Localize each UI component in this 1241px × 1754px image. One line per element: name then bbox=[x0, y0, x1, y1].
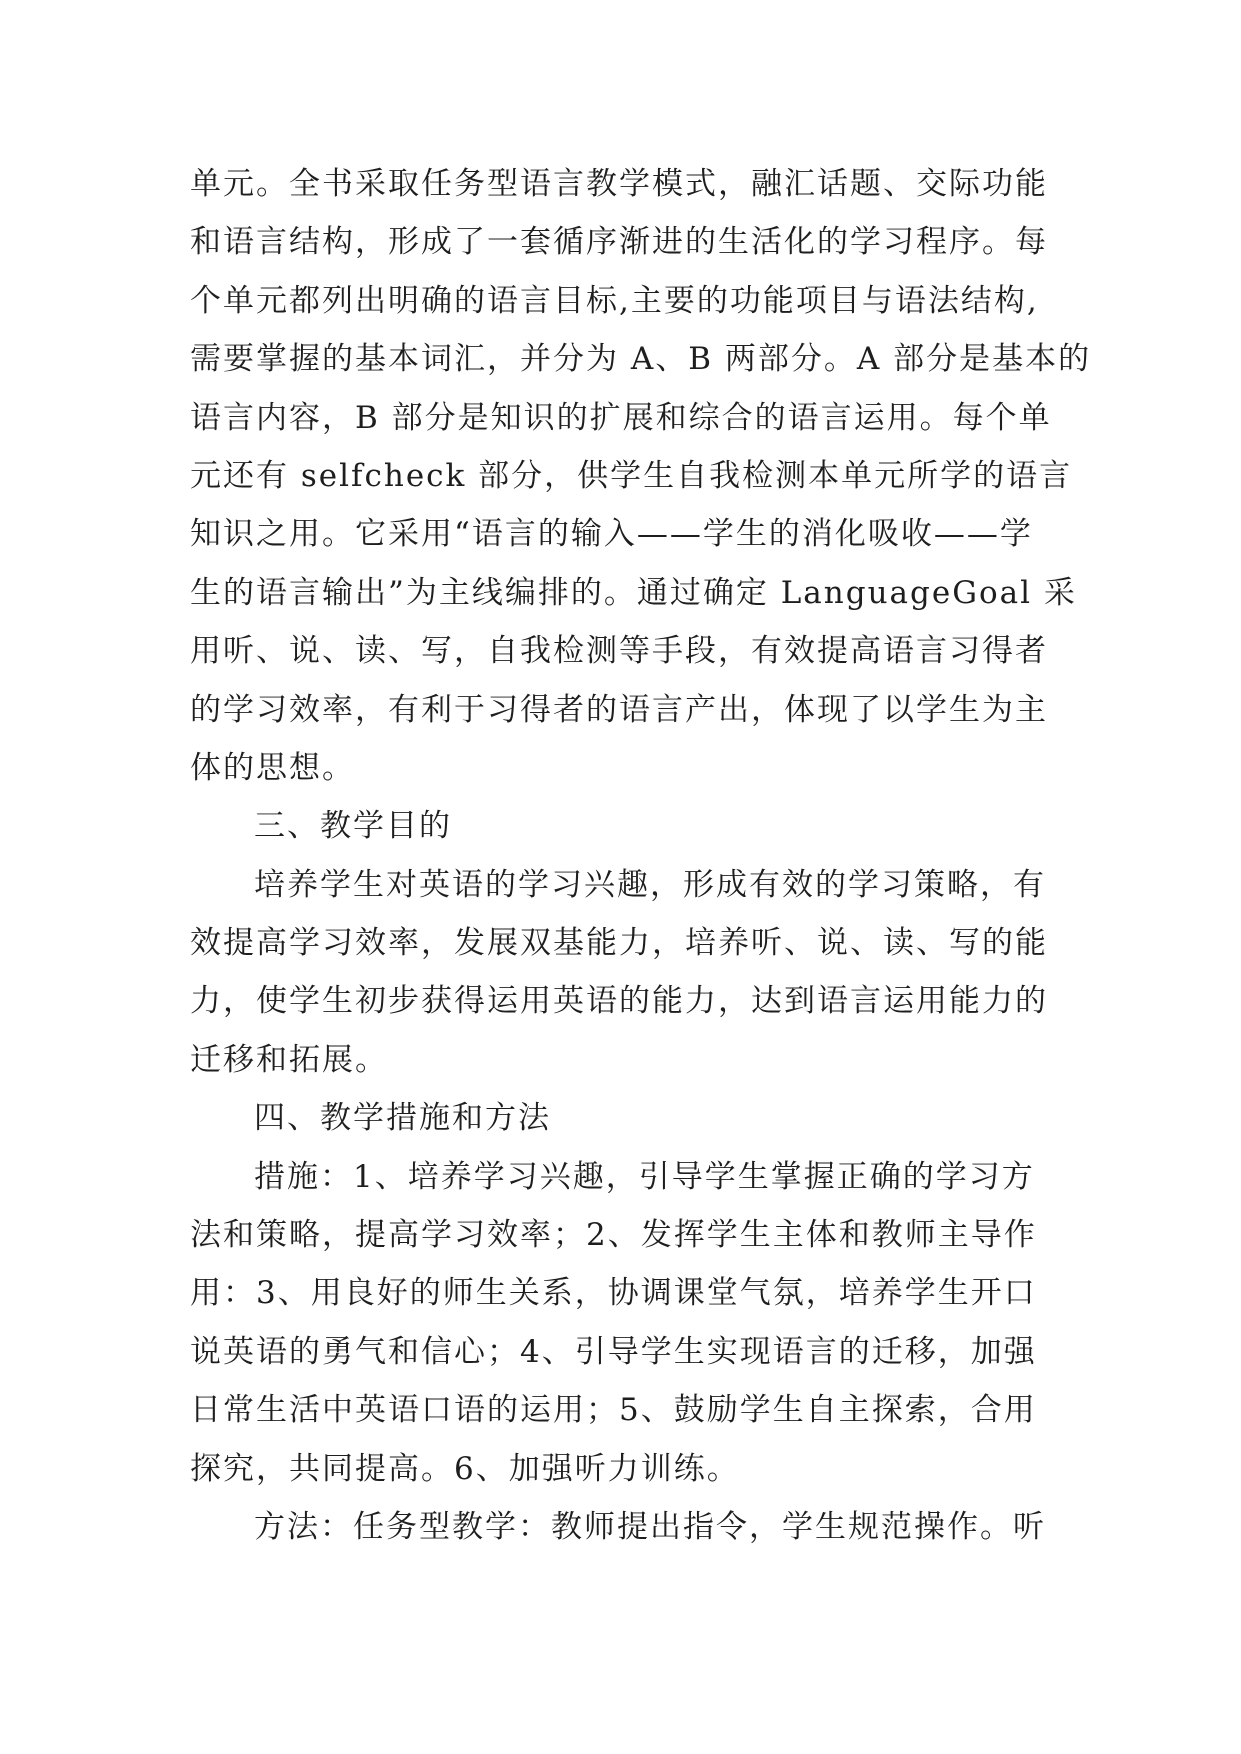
text-line: 语言内容，B 部分是知识的扩展和综合的语言运用。每个单 bbox=[190, 399, 1052, 436]
text-line: 和语言结构，形成了一套循序渐进的生活化的学习程序。每 bbox=[190, 224, 1048, 261]
text-line: 需要掌握的基本词汇，并分为 A、B 两部分。A 部分是基本的 bbox=[190, 341, 1092, 378]
text-line: 日常生活中英语口语的运用；5、鼓励学生自主探索，合用 bbox=[190, 1392, 1037, 1429]
text-line: 的学习效率，有利于习得者的语言产出，体现了以学生为主 bbox=[190, 691, 1048, 728]
text-line: 用：3、用良好的师生关系，协调课堂气氛，培养学生开口 bbox=[190, 1275, 1037, 1312]
text-line: 效提高学习效率，发展双基能力，培养听、说、读、写的能 bbox=[190, 925, 1048, 962]
text-line: 单元。全书采取任务型语言教学模式，融汇话题、交际功能 bbox=[190, 166, 1048, 202]
text-line: 法和策略，提高学习效率；2、发挥学生主体和教师主导作 bbox=[190, 1217, 1037, 1254]
text-line: 迁移和拓展。 bbox=[190, 1041, 388, 1078]
text-line: 用听、说、读、写，自我检测等手段，有效提高语言习得者 bbox=[190, 633, 1048, 670]
text-line: 说英语的勇气和信心；4、引导学生实现语言的迁移，加强 bbox=[190, 1333, 1037, 1370]
text-line: 知识之用。它采用“语言的输入——学生的消化吸收——学 bbox=[190, 516, 1033, 553]
paragraph-start-line: 方法：任务型教学：教师提出指令，学生规范操作。听 bbox=[254, 1508, 1046, 1545]
text-line: 力，使学生初步获得运用英语的能力，达到语言运用能力的 bbox=[190, 983, 1048, 1020]
text-line: 个单元都列出明确的语言目标,主要的功能项目与语法结构, bbox=[190, 282, 1039, 319]
paragraph-start-line: 措施：1、培养学习兴趣，引导学生掌握正确的学习方 bbox=[254, 1158, 1035, 1195]
text-line: 体的思想。 bbox=[190, 749, 355, 786]
section-heading: 四、教学措施和方法 bbox=[254, 1100, 551, 1137]
text-line: 生的语言输出”为主线编排的。通过确定 LanguageGoal 采 bbox=[190, 574, 1077, 611]
paragraph-start-line: 培养学生对英语的学习兴趣，形成有效的学习策略，有 bbox=[254, 866, 1046, 903]
section-heading: 三、教学目的 bbox=[254, 808, 452, 845]
document-body bbox=[190, 155, 1092, 1556]
text-line: 探究，共同提高。6、加强听力训练。 bbox=[190, 1450, 740, 1487]
text-line: 元还有 selfcheck 部分，供学生自我检测本单元所学的语言 bbox=[190, 457, 1073, 494]
